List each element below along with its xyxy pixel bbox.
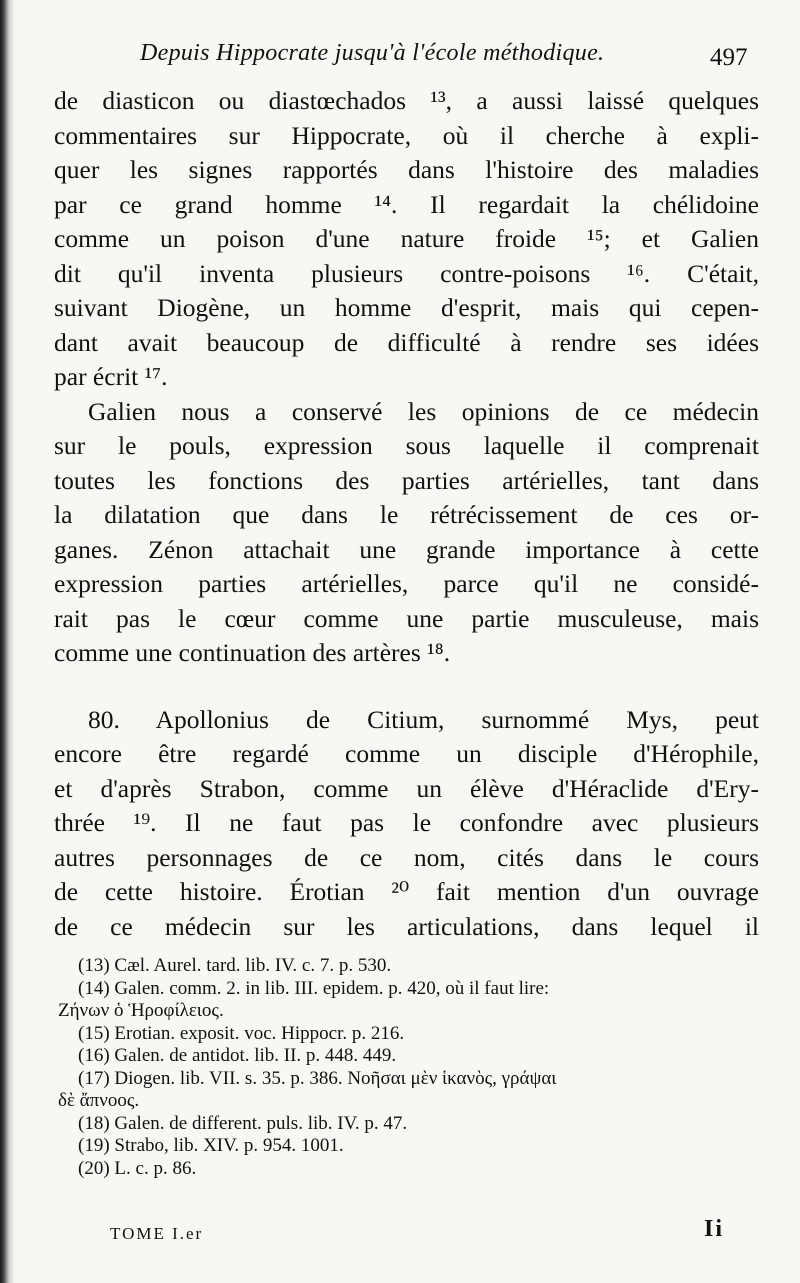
footnote: (17) Diogen. lib. VII. s. 35. p. 386. Νοῆσαι μὲν ἱκανὸς, γράψαι bbox=[78, 1067, 557, 1089]
page-number: 497 bbox=[710, 44, 748, 71]
paragraph-gap bbox=[54, 671, 759, 703]
footnote: (13) Cæl. Aurel. tard. lib. IV. c. 7. p. 530. bbox=[78, 955, 392, 976]
footnote-continuation: δὲ ἄπνοος. bbox=[58, 1090, 140, 1111]
text-line: la dilatation que dans le rétrécissement de ces or- bbox=[54, 500, 759, 529]
text-line: autres personnages de ce nom, cités dans le cours bbox=[54, 842, 759, 872]
text-line: dit qu'il inventa plusieurs contre-poisons ¹⁶. C'était, bbox=[54, 258, 759, 288]
running-head-title: Depuis Hippocrate jusqu'à l'école méthodique. bbox=[140, 40, 605, 66]
text-line: rait pas le cœur comme une partie musculeuse, mais bbox=[54, 603, 759, 633]
signature-mark: Ii bbox=[704, 1216, 725, 1242]
footnote: (16) Galen. de antidot. lib. II. p. 448. 449. bbox=[78, 1045, 397, 1066]
main-text bbox=[54, 84, 759, 944]
footnote: (15) Erotian. exposit. voc. Hippocr. p. 216. bbox=[78, 1022, 405, 1044]
text-line: comme un poison d'une nature froide ¹⁵; et Galien bbox=[54, 224, 759, 253]
text-line: suivant Diogène, un homme d'esprit, mais qui cepen- bbox=[54, 293, 759, 322]
text-line: de ce médecin sur les articulations, dans lequel il bbox=[54, 911, 759, 941]
footnote: (14) Galen. comm. 2. in lib. III. epidem. p. 420, où il faut lire: bbox=[78, 977, 550, 999]
text-line: encore être regardé comme un disciple d'Hérophile, bbox=[54, 739, 759, 768]
text-line: Galien nous a conservé les opinions de ce médecin bbox=[88, 396, 759, 426]
running-head bbox=[0, 40, 800, 76]
text-line: 80. Apollonius de Citium, surnommé Mys, peut bbox=[88, 704, 759, 734]
text-line: par écrit ¹⁷. bbox=[54, 362, 168, 391]
footnote: (20) L. c. p. 86. bbox=[78, 1157, 197, 1179]
footnote: (18) Galen. de different. puls. lib. IV. p. 47. bbox=[78, 1112, 408, 1134]
text-line: expression parties artérielles, parce qu'il ne considé- bbox=[54, 569, 759, 598]
text-line: thrée ¹⁹. Il ne faut pas le confondre avec plusieurs bbox=[54, 808, 759, 837]
volume-signature: TOME I.er bbox=[110, 1224, 204, 1243]
text-line: sur le pouls, expression sous laquelle il comprenait bbox=[54, 431, 759, 460]
footnotes bbox=[58, 955, 764, 1180]
text-line: comme une continuation des artères ¹⁸. bbox=[54, 638, 451, 667]
text-line: toutes les fonctions des parties artérielles, tant dans bbox=[54, 465, 759, 495]
text-line: de diasticon ou diastœchados ¹³, a aussi laissé quelques bbox=[54, 86, 759, 115]
footnote: (19) Strabo, lib. XIV. p. 954. 1001. bbox=[78, 1135, 344, 1156]
text-line: ganes. Zénon attachait une grande importance à cette bbox=[54, 534, 759, 564]
footnote-continuation: Ζήνων ὁ Ἡροφίλειος. bbox=[58, 1000, 224, 1021]
text-line: commentaires sur Hippocrate, où il cherche à expli- bbox=[54, 120, 759, 150]
text-line: quer les signes rapportés dans l'histoire des maladies bbox=[54, 155, 759, 184]
text-line: de cette histoire. Érotian ²⁰ fait mention d'un ouvrage bbox=[54, 877, 759, 906]
text-line: et d'après Strabon, comme un élève d'Héraclide d'Ery- bbox=[54, 773, 759, 803]
text-line: par ce grand homme ¹⁴. Il regardait la chélidoine bbox=[54, 189, 759, 219]
text-line: dant avait beaucoup de difficulté à rendre ses idées bbox=[54, 327, 759, 357]
page-gutter-shadow bbox=[0, 0, 14, 1283]
